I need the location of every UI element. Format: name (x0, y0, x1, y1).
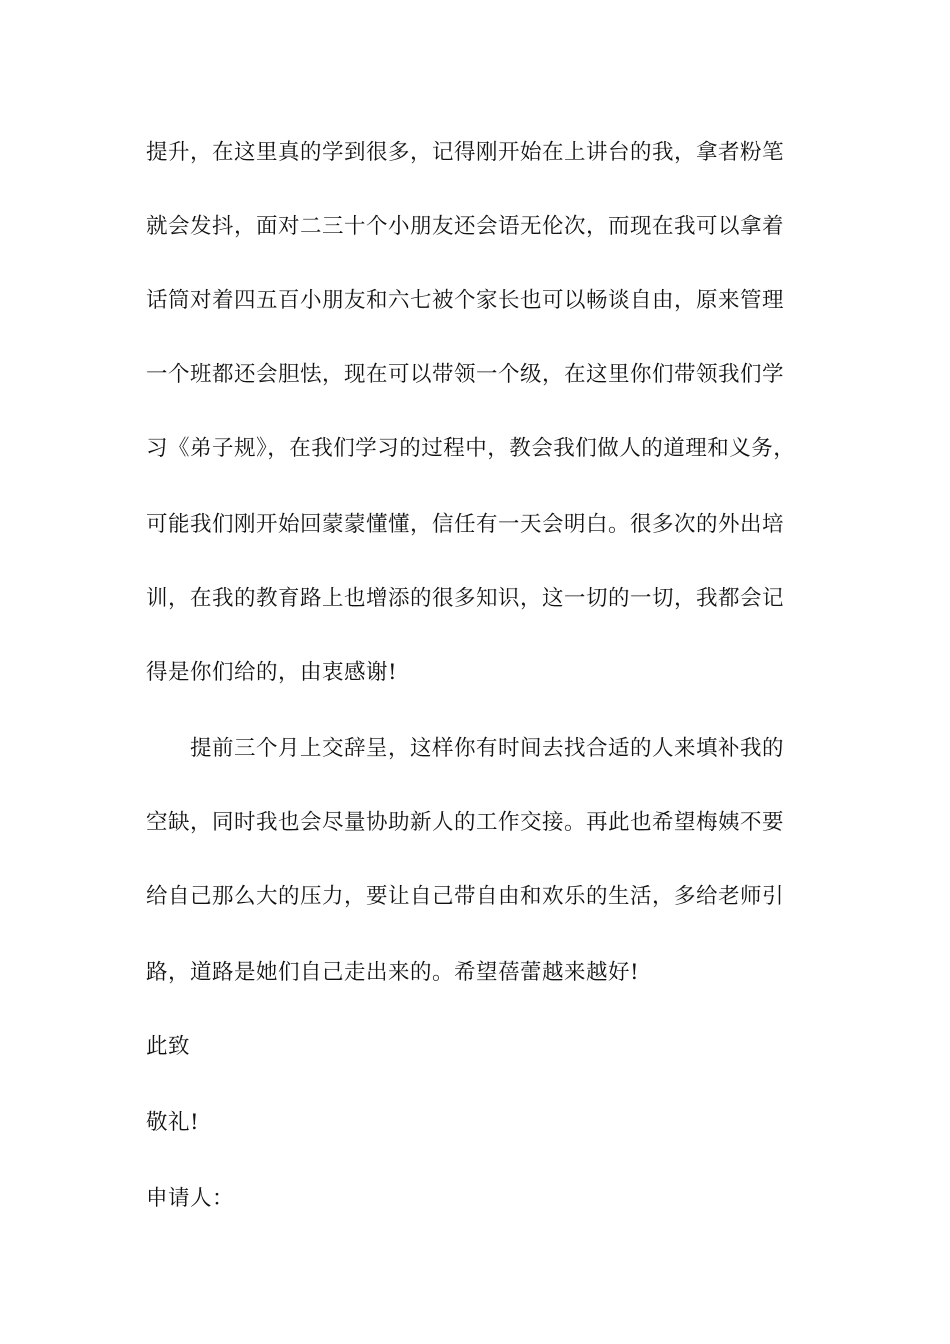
body-line-1: 提升，在这里真的学到很多，记得刚开始在上讲台的我，拿者粉笔 (146, 140, 785, 165)
closing-salutation: 此致 (146, 1034, 191, 1059)
paragraph-2-line-4: 路，道路是她们自己走出来的。希望蓓蕾越来越好! (146, 960, 640, 985)
body-line-5: 习《弟子规》，在我们学习的过程中，教会我们做人的道理和义务， (146, 436, 796, 461)
paragraph-2-line-3: 给自己那么大的压力，要让自己带自由和欢乐的生活，多给老师引 (146, 884, 785, 909)
body-line-7: 训，在我的教育路上也增添的很多知识，这一切的一切，我都会记 (146, 586, 785, 611)
closing-regards: 敬礼! (146, 1110, 200, 1135)
body-line-8: 得是你们给的，由衷感谢! (146, 660, 398, 685)
body-line-2: 就会发抖，面对二三十个小朋友还会语无伦次，而现在我可以拿着 (146, 214, 785, 239)
paragraph-2-line-2: 空缺，同时我也会尽量协助新人的工作交接。再此也希望梅姨不要 (146, 810, 785, 835)
applicant-label: 申请人： (146, 1186, 235, 1211)
body-line-4: 一个班都还会胆怯，现在可以带领一个级，在这里你们带领我们学 (146, 362, 785, 387)
body-line-3: 话筒对着四五百小朋友和六七被个家长也可以畅谈自由，原来管理 (146, 288, 785, 313)
paragraph-2-line-1: 提前三个月上交辞呈，这样你有时间去找合适的人来填补我的 (190, 736, 785, 761)
body-line-6: 可能我们刚开始回蒙蒙懂懂，信任有一天会明白。很多次的外出培 (146, 512, 785, 537)
